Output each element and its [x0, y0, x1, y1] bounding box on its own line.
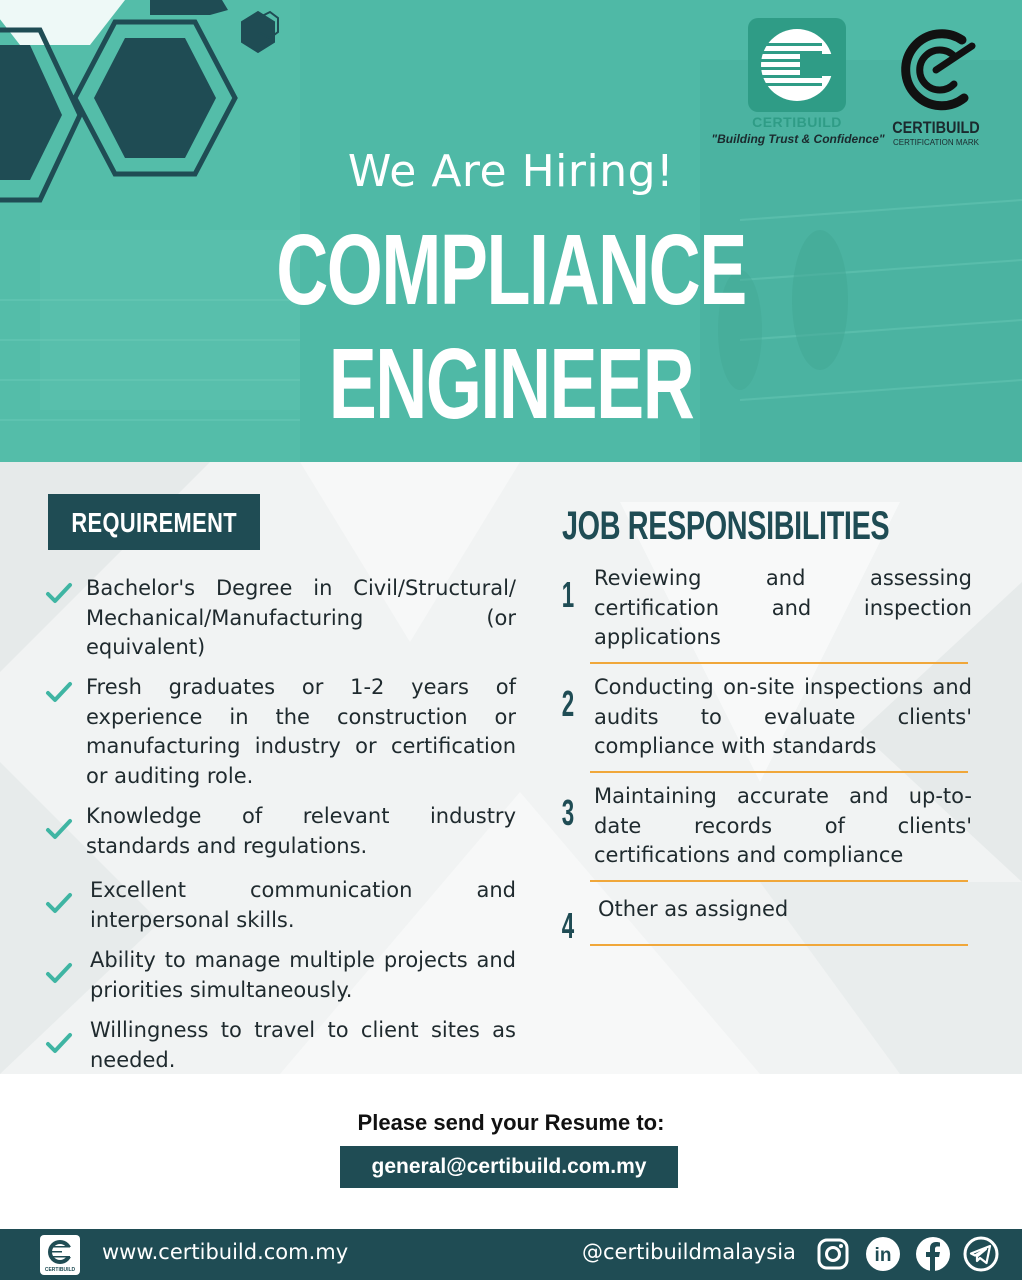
certibuild-logo — [748, 18, 846, 112]
responsibility-text: Reviewing and assessing certification and inspection applications — [594, 566, 972, 649]
certibuild-mark-icon — [892, 26, 982, 116]
divider — [590, 771, 968, 773]
requirement-text: Willingness to travel to client sites as needed. — [90, 1018, 516, 1072]
responsibility-text: Maintaining accurate and up-to-date records of clients' certifications and compliance — [594, 784, 972, 867]
logo-name: CERTIBUILD — [752, 114, 842, 130]
footer-logo-text: CERTIBUILD — [44, 1267, 76, 1273]
instagram-icon[interactable] — [814, 1235, 852, 1273]
logo-tagline: "Building Trust & Confidence" — [711, 132, 885, 146]
requirement-text: Excellent communication and interpersonal skills. — [90, 878, 516, 932]
linkedin-icon[interactable] — [864, 1235, 902, 1273]
telegram-icon[interactable] — [962, 1235, 1000, 1273]
divider — [590, 662, 968, 664]
responsibility-number: 3 — [561, 792, 575, 833]
hero-banner — [0, 0, 1022, 462]
requirement-heading: REQUIREMENT — [71, 507, 237, 538]
email-link[interactable]: general@certibuild.com.my — [340, 1146, 678, 1188]
responsibility-number: 4 — [561, 905, 575, 946]
responsibility-text: Other as assigned — [598, 897, 789, 921]
job-title-line1: COMPLIANCE — [276, 214, 746, 326]
certification-mark-name: CERTIBUILD — [892, 118, 980, 137]
check-icon — [44, 960, 74, 986]
check-icon — [44, 679, 74, 705]
check-icon — [44, 1030, 74, 1056]
responsibility-number: 2 — [561, 683, 575, 724]
certibuild-logo-icon — [748, 18, 846, 112]
certification-mark-subtitle: CERTIFICATION MARK — [893, 138, 979, 147]
responsibility-number: 1 — [561, 574, 575, 615]
check-icon — [44, 890, 74, 916]
website-link[interactable]: www.certibuild.com.my — [102, 1240, 349, 1264]
facebook-icon[interactable] — [914, 1235, 952, 1273]
responsibility-text: Conducting on-site inspections and audits to evaluate clients' compliance with standards — [594, 675, 972, 758]
divider — [590, 880, 968, 882]
hiring-headline: We Are Hiring! — [347, 146, 675, 197]
requirement-text: Bachelor's Degree in Civil/Structural/ Mechanical/Manufacturing (or equivalent) — [86, 576, 516, 659]
requirement-text: Fresh graduates or 1-2 years of experience in the construction or manufacturing industry or certification or auditing role. — [86, 675, 516, 788]
requirement-text: Ability to manage multiple projects and priorities simultaneously. — [90, 948, 516, 1002]
check-icon — [44, 816, 74, 842]
send-resume-label: Please send your Resume to: — [357, 1110, 665, 1135]
divider — [590, 944, 968, 946]
job-title-line2: ENGINEER — [328, 328, 694, 440]
svg-text:in: in — [874, 1245, 892, 1266]
job-responsibilities-heading: JOB RESPONSIBILITIES — [562, 504, 890, 548]
check-icon — [44, 580, 74, 606]
requirement-text: Knowledge of relevant industry standards and regulations. — [86, 804, 516, 858]
social-handle[interactable]: @certibuildmalaysia — [582, 1240, 796, 1264]
